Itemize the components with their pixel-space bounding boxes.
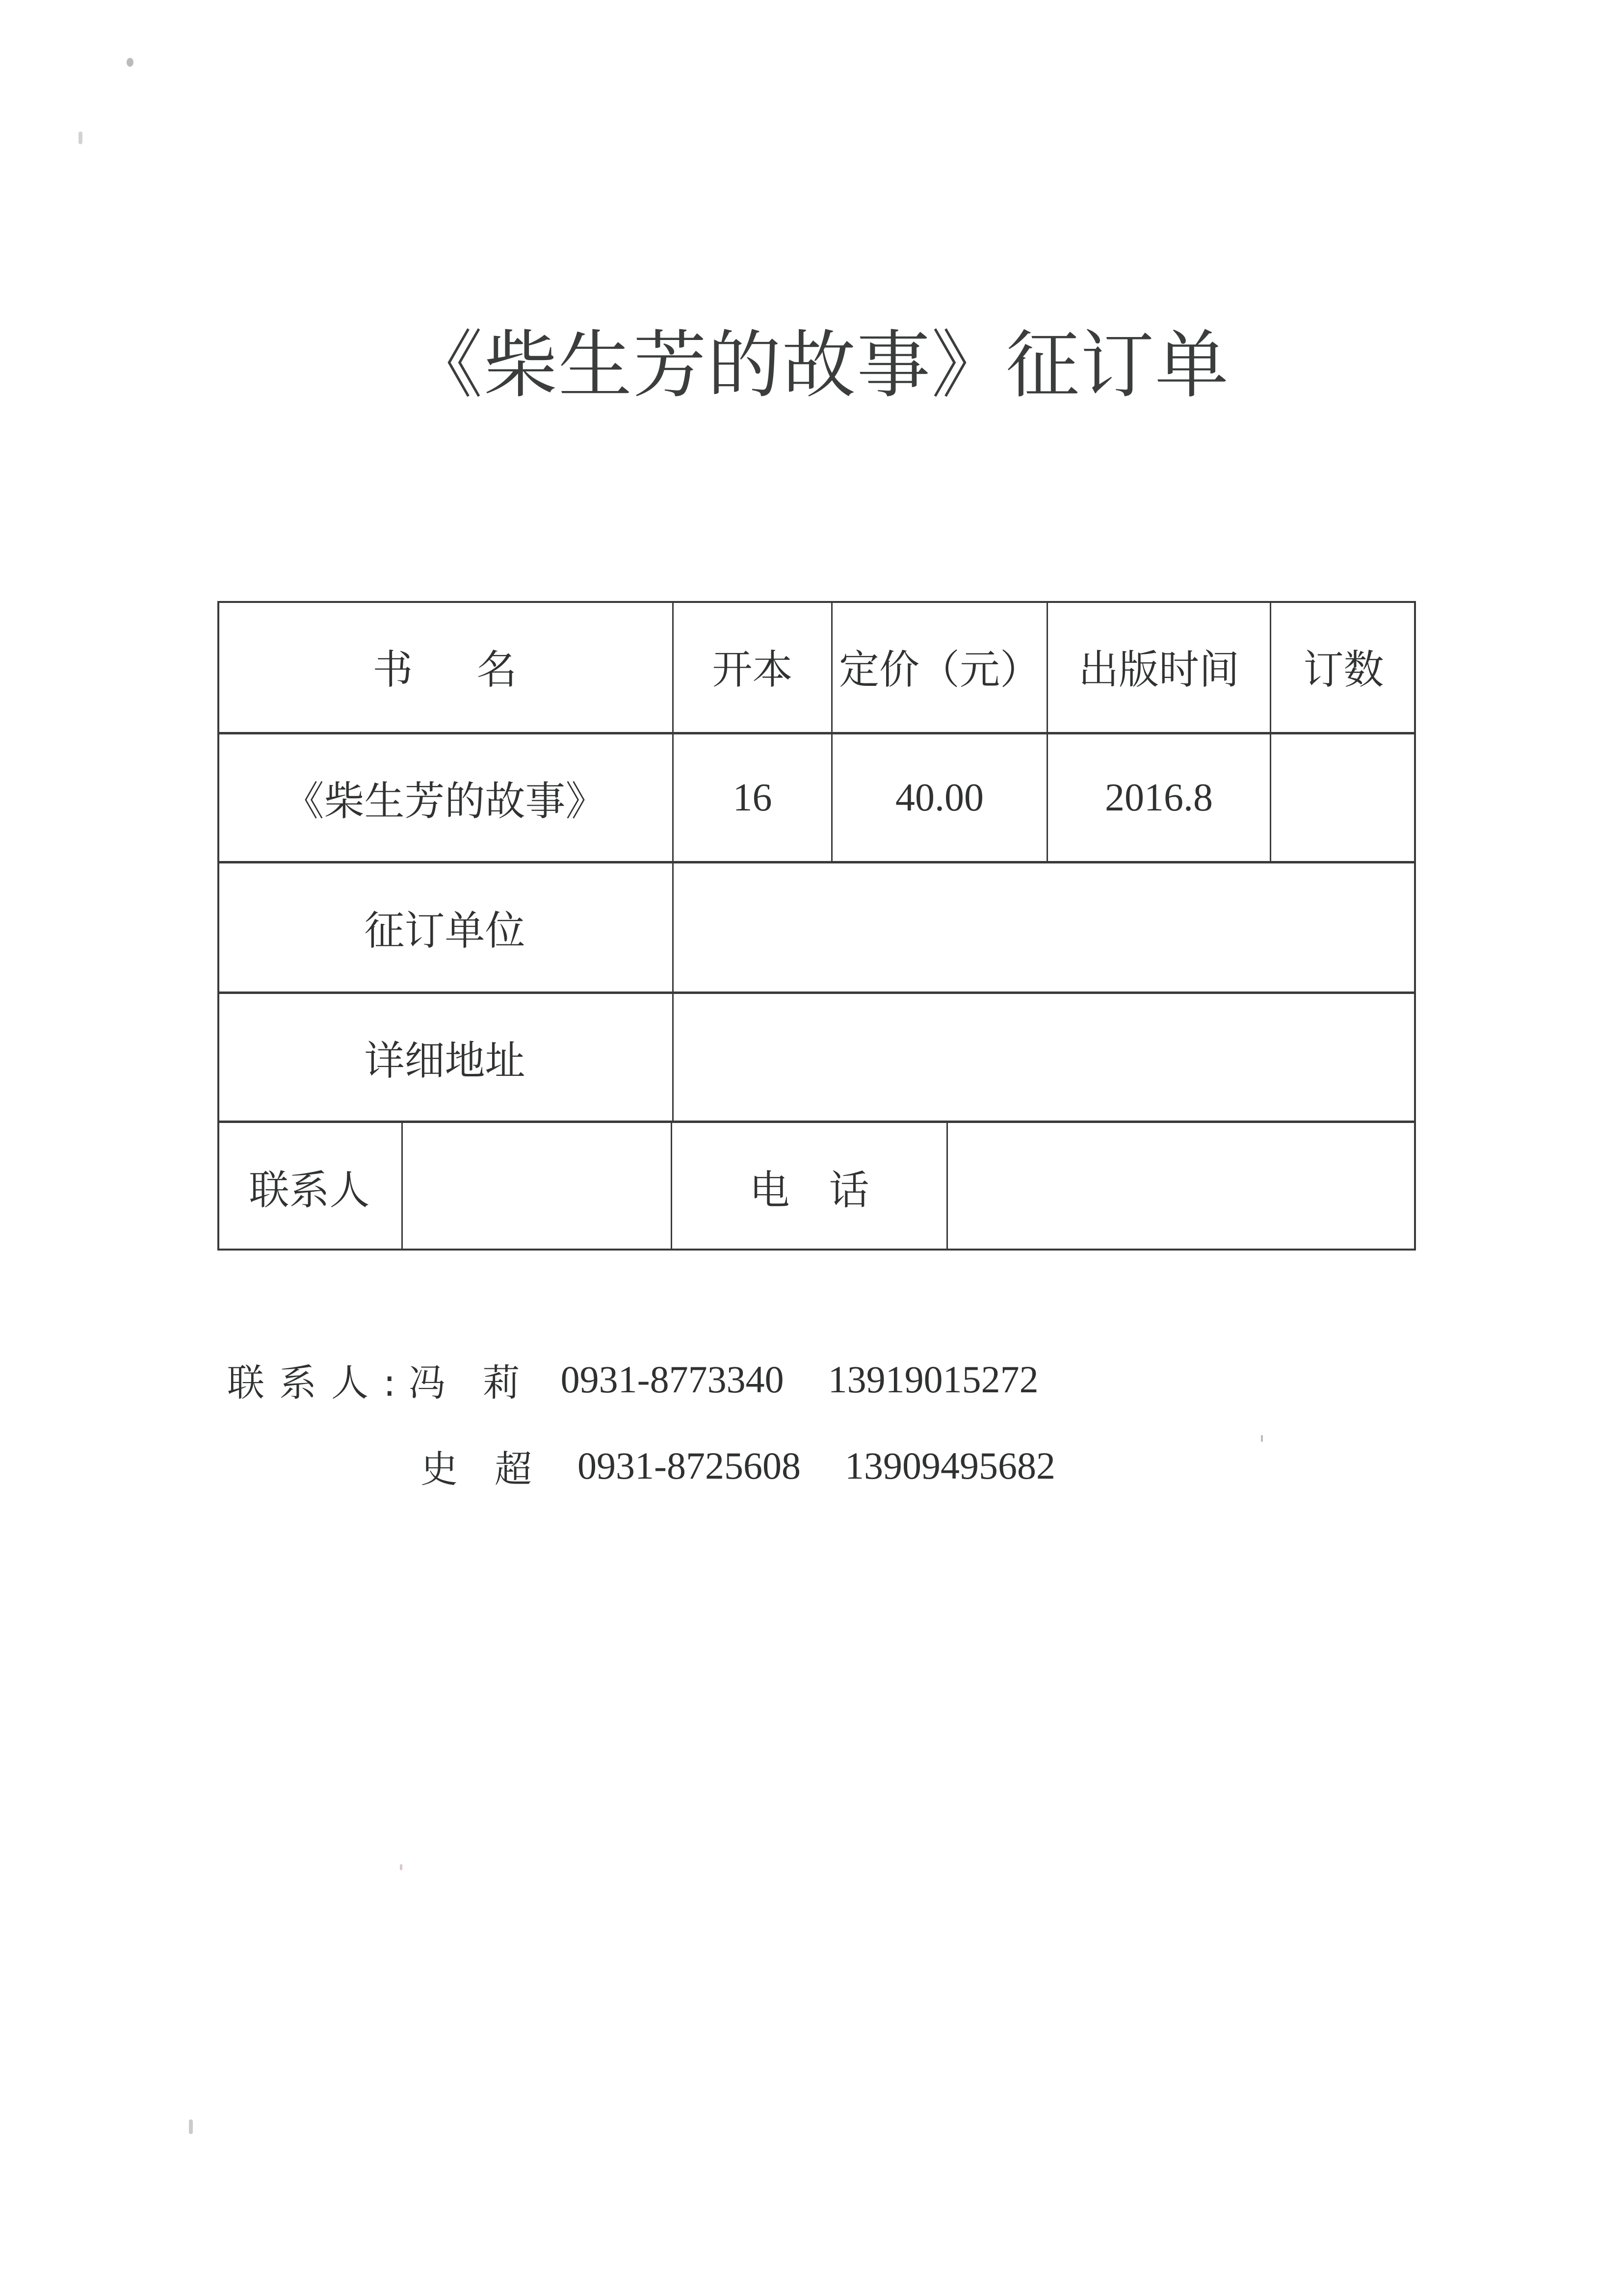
address-label: 详细地址 xyxy=(364,1037,525,1084)
contact-name: 冯莉 xyxy=(408,1360,557,1405)
format-value: 16 xyxy=(733,776,772,819)
header-quantity: 订数 xyxy=(1303,647,1384,693)
header-price: 定价（元） xyxy=(838,647,1040,693)
contact-person-field[interactable] xyxy=(403,1123,671,1251)
contact-mobile: 13919015272 xyxy=(828,1358,1039,1401)
contact-landline: 0931-8725608 xyxy=(577,1444,801,1487)
contact-name: 史超 xyxy=(420,1447,569,1491)
scan-speck xyxy=(400,1864,402,1870)
contact-landline: 0931-8773340 xyxy=(560,1358,784,1401)
book-name-value: 《柴生芳的故事》 xyxy=(284,778,606,825)
address-field[interactable] xyxy=(674,994,1416,1121)
header-book-name: 书名 xyxy=(372,647,581,693)
contact-mobile: 13909495682 xyxy=(845,1444,1055,1487)
quantity-field[interactable] xyxy=(1271,734,1416,861)
contact-line-1 xyxy=(227,1355,1039,1404)
scan-speck xyxy=(79,131,82,144)
phone-field[interactable] xyxy=(948,1123,1416,1251)
contact-line-2 xyxy=(420,1441,1055,1490)
price-value: 40.00 xyxy=(895,776,984,819)
header-format: 开本 xyxy=(712,647,793,693)
scan-speck xyxy=(1261,1435,1263,1442)
phone-label: 电话 xyxy=(749,1167,909,1214)
contact-person-label: 联系人 xyxy=(249,1167,370,1214)
contacts-label: 联系人: xyxy=(227,1360,411,1405)
page-title: 《柴生芳的故事》征订单 xyxy=(409,323,1230,408)
ordering-unit-label: 征订单位 xyxy=(364,908,525,954)
header-publish-date: 出版时间 xyxy=(1078,647,1239,693)
ordering-unit-field[interactable] xyxy=(674,863,1416,991)
scan-speck xyxy=(127,58,133,67)
scan-speck xyxy=(189,2119,193,2134)
publish-date-value: 2016.8 xyxy=(1105,776,1213,819)
